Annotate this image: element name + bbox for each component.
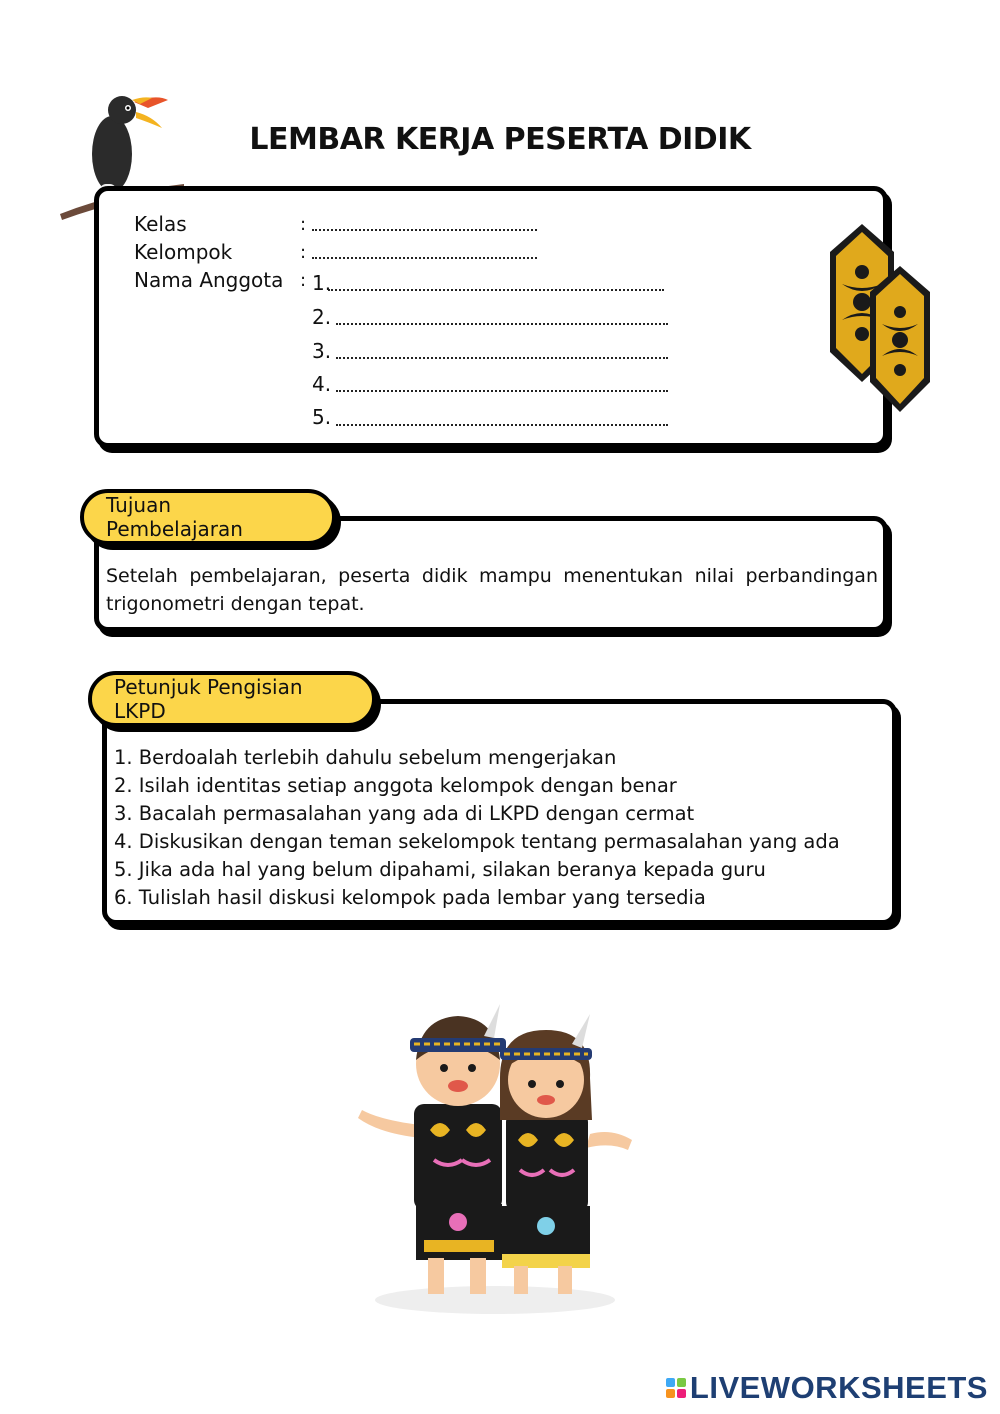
instruction-item: 2. Isilah identitas setiap anggota kelompok dengan benar [114, 774, 677, 797]
watermark-text: LIVEWORKSHEETS [689, 1370, 988, 1405]
member-number-4: 4. [312, 372, 332, 396]
instruction-item: 1. Berdoalah terlebih dahulu sebelum mengerjakan [114, 746, 617, 769]
colon-nama-anggota: : [300, 270, 307, 291]
member-number-3: 3. [312, 339, 332, 363]
member-5-fill-line[interactable] [336, 424, 668, 426]
liveworksheets-watermark [666, 1370, 988, 1406]
label-kelompok: Kelompok [134, 240, 233, 264]
goal-text: Setelah pembelajaran, peserta didik mampu menentukan nilai perbandingan trigonometri dengan tepat. [106, 565, 878, 615]
label-kelas: Kelas [134, 212, 187, 236]
member-2-fill-line[interactable] [336, 323, 668, 325]
dayak-children-illustration [350, 1000, 640, 1320]
liveworksheets-logo-icon [666, 1378, 686, 1398]
kelompok-fill-line[interactable] [312, 257, 537, 259]
label-nama-anggota: Nama Anggota [134, 268, 284, 292]
goal-header-pill [80, 489, 336, 545]
instruction-item: 5. Jika ada hal yang belum dipahami, silakan beranya kepada guru [114, 858, 766, 881]
instruction-item: 6. Tulislah hasil diskusi kelompok pada lembar yang tersedia [114, 886, 706, 909]
goal-header: Tujuan Pembelajaran [106, 493, 243, 541]
member-3-fill-line[interactable] [336, 357, 668, 359]
identity-box [94, 186, 888, 448]
member-1-fill-line[interactable] [328, 289, 664, 291]
page-title: LEMBAR KERJA PESERTA DIDIK [249, 122, 751, 157]
instruction-item: 3. Bacalah permasalahan yang ada di LKPD dengan cermat [114, 802, 695, 825]
member-number-1: 1. [312, 271, 332, 295]
instructions-header-pill [88, 671, 376, 727]
colon-kelas: : [300, 214, 307, 235]
member-number-5: 5. [312, 405, 332, 429]
member-number-2: 2. [312, 305, 332, 329]
member-4-fill-line[interactable] [336, 390, 668, 392]
instructions-header: Petunjuk Pengisian LKPD [114, 675, 303, 723]
instruction-item: 4. Diskusikan dengan teman sekelompok tentang permasalahan yang ada [114, 830, 840, 853]
colon-kelompok: : [300, 242, 307, 263]
instructions-list [114, 744, 840, 912]
dayak-ornament-icon [828, 222, 934, 414]
kelas-fill-line[interactable] [312, 229, 537, 231]
